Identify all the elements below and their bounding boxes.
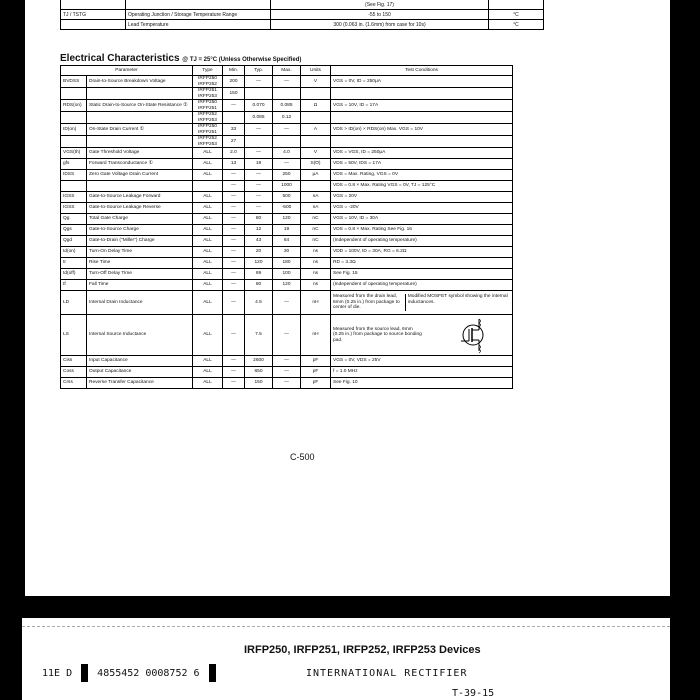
table-cell-unit: nA bbox=[301, 203, 331, 214]
company-name: INTERNATIONAL RECTIFIER bbox=[306, 668, 468, 679]
table-cell-sym: td(off) bbox=[61, 269, 87, 280]
table-cell-unit: μA bbox=[301, 170, 331, 181]
table-cell-typ: 650 bbox=[245, 367, 273, 378]
table-cell-type: ALL bbox=[193, 247, 223, 258]
mosfet-symbol-note: Modified MOSFET symbol showing the internal inductances. bbox=[405, 294, 510, 311]
table-row bbox=[61, 291, 513, 315]
table-cell-min: — bbox=[223, 236, 245, 247]
table-cell-type: ALL bbox=[193, 356, 223, 367]
table-cell-type: ALL bbox=[193, 236, 223, 247]
table-cell-cond: See Fig. 15 bbox=[331, 269, 513, 280]
table-cell-unit: nC bbox=[301, 236, 331, 247]
table-row bbox=[61, 124, 513, 136]
table-cell-min: — bbox=[223, 247, 245, 258]
table-cell-cond bbox=[331, 291, 513, 315]
table-cell-unit: ns bbox=[301, 258, 331, 269]
table-cell-unit: ns bbox=[301, 269, 331, 280]
table-cell-cond: See Fig. 10 bbox=[331, 378, 513, 389]
table-cell-typ: 120 bbox=[245, 258, 273, 269]
table-cell-min: 33 bbox=[223, 124, 245, 136]
table-cell-type: ALL bbox=[193, 378, 223, 389]
table-cell-param: Reverse Transfer Capacitance bbox=[87, 378, 193, 389]
table-cell-min: — bbox=[223, 214, 245, 225]
table-cell-min: — bbox=[223, 378, 245, 389]
table-cell-param: Gate-to-Drain ("Miller") Charge bbox=[87, 236, 193, 247]
table-cell-unit: nH bbox=[301, 315, 331, 356]
table-cell-sym bbox=[61, 112, 87, 124]
table-row bbox=[61, 192, 513, 203]
table-cell-typ: 12 bbox=[245, 225, 273, 236]
table-cell-min: — bbox=[223, 203, 245, 214]
dashed-divider bbox=[22, 626, 670, 627]
table-cell-unit: pF bbox=[301, 378, 331, 389]
table-cell-param bbox=[87, 136, 193, 148]
table-cell-max: — bbox=[273, 124, 301, 136]
table-cell-unit: A bbox=[301, 124, 331, 136]
table-cell-unit: nC bbox=[301, 214, 331, 225]
table-row bbox=[61, 148, 513, 159]
table-cell-cond: VDS = 0.8 × Max. Rating VGS = 0V, TJ = 125°C bbox=[331, 181, 513, 192]
table-cell-cond bbox=[331, 315, 513, 356]
table-row bbox=[61, 159, 513, 170]
table-cell-typ bbox=[245, 136, 273, 148]
table-cell-max: — bbox=[273, 315, 301, 356]
section-condition: @ TJ = 25°C (Unless Otherwise Specified) bbox=[182, 57, 302, 63]
table-cell-sym: Ciss bbox=[61, 356, 87, 367]
table-cell-param: Internal Drain Inductance bbox=[87, 291, 193, 315]
table-cell-sym: RDS(on) bbox=[61, 100, 87, 112]
table-cell-sym: ID(on) bbox=[61, 124, 87, 136]
table-cell-param: On-State Drain Current ① bbox=[87, 124, 193, 136]
page-number: C-500 bbox=[290, 452, 315, 462]
table-cell-cond bbox=[331, 112, 513, 124]
table-cell-max: 250 bbox=[273, 170, 301, 181]
table-cell-min: — bbox=[223, 100, 245, 112]
table-cell-param: Zero Gate Voltage Drain Current bbox=[87, 170, 193, 181]
table-cell-unit: ns bbox=[301, 280, 331, 291]
table-cell-cond: VGS = 10V, ID = 30A bbox=[331, 214, 513, 225]
table-cell-max: — bbox=[273, 378, 301, 389]
table-cell-param: Static Drain-to-Source On-State Resistance ① bbox=[87, 100, 193, 112]
table-cell-type bbox=[193, 181, 223, 192]
table-cell-unit bbox=[301, 112, 331, 124]
table-cell-typ: 7.5 bbox=[245, 315, 273, 356]
table-cell-max: 30 bbox=[273, 247, 301, 258]
table-cell-unit: V bbox=[301, 76, 331, 88]
table-cell-min: — bbox=[223, 225, 245, 236]
table-cell-type: ALL bbox=[193, 269, 223, 280]
table-cell-param bbox=[87, 181, 193, 192]
table-row: TJ / TSTG Operating Junction / Storage Temperature Range -55 to 150 °C bbox=[61, 10, 544, 20]
table-cell-type: IRFP250 IRFP252 bbox=[193, 76, 223, 88]
table-row bbox=[61, 76, 513, 88]
table-row bbox=[61, 225, 513, 236]
scan-edge-bar bbox=[22, 0, 25, 596]
table-cell-unit: V bbox=[301, 148, 331, 159]
table-cell-param: Turn-On Delay Time bbox=[87, 247, 193, 258]
table-cell-unit: nC bbox=[301, 225, 331, 236]
table-cell-max: 0.085 bbox=[273, 100, 301, 112]
table-row bbox=[61, 258, 513, 269]
source-inductance-note: Measured from the source lead, 6mm (0.25 in.) from package to source bonding pad. bbox=[333, 326, 422, 343]
table-row bbox=[61, 356, 513, 367]
table-cell-type: ALL bbox=[193, 203, 223, 214]
table-cell-param: Gate-to-Source Leakage Reverse bbox=[87, 203, 193, 214]
table-cell-max: 120 bbox=[273, 214, 301, 225]
table-cell-unit: pF bbox=[301, 367, 331, 378]
table-cell-param: Turn-Off Delay Time bbox=[87, 269, 193, 280]
table-cell-min: — bbox=[223, 356, 245, 367]
table-cell-cond: VDS = VGS, ID = 250μA bbox=[331, 148, 513, 159]
drain-inductance-note: Measured from the drain lead, 6mm (0.25 in.) from package to center of die. bbox=[333, 294, 400, 311]
table-row: Lead Temperature 300 (0.063 in. (1.6mm) from case for 10s) °C bbox=[61, 20, 544, 30]
table-cell-typ: 0.085 bbox=[245, 112, 273, 124]
table-cell-type: IRFP250 IRFP251 bbox=[193, 100, 223, 112]
table-cell-max bbox=[273, 88, 301, 100]
table-cell-min: — bbox=[223, 170, 245, 181]
absolute-max-table-fragment bbox=[60, 0, 544, 30]
table-cell-cond: VGS = 0V, ID = 250μA bbox=[331, 76, 513, 88]
table-cell-type: ALL bbox=[193, 148, 223, 159]
table-cell-min: — bbox=[223, 269, 245, 280]
table-cell-max: 100 bbox=[273, 269, 301, 280]
catalog-code: 11E D 4855452 0008752 6 bbox=[42, 664, 219, 682]
table-cell-unit: ns bbox=[301, 247, 331, 258]
table-row bbox=[61, 214, 513, 225]
table-cell-cond: (Independent of operating temperature) bbox=[331, 280, 513, 291]
table-cell-unit: S(Ʊ) bbox=[301, 159, 331, 170]
section-title: Electrical Characteristics @ TJ = 25°C (Unless Otherwise Specified) bbox=[60, 53, 302, 64]
table-cell-max: 180 bbox=[273, 258, 301, 269]
table-cell-min bbox=[223, 112, 245, 124]
table-cell-type: ALL bbox=[193, 192, 223, 203]
table-cell-typ: — bbox=[245, 170, 273, 181]
table-cell-sym: Qgs bbox=[61, 225, 87, 236]
table-cell-sym: tr bbox=[61, 258, 87, 269]
table-cell-cond: f = 1.0 MHz bbox=[331, 367, 513, 378]
table-cell-cond: VDS = 0.8 × Max. Rating See Fig. 16 bbox=[331, 225, 513, 236]
table-cell-type: IRFP252 IRFP253 bbox=[193, 112, 223, 124]
table-cell-param bbox=[87, 88, 193, 100]
table-cell-min: — bbox=[223, 192, 245, 203]
table-cell-param: Forward Transconductance ① bbox=[87, 159, 193, 170]
mosfet-symbol-icon bbox=[453, 315, 493, 355]
table-cell-sym: Qg bbox=[61, 214, 87, 225]
table-cell-type: ALL bbox=[193, 225, 223, 236]
table-cell-typ: — bbox=[245, 124, 273, 136]
table-cell-cond: VGS = 10V, ID = 17A bbox=[331, 100, 513, 112]
table-cell-typ bbox=[245, 88, 273, 100]
next-page-strip bbox=[22, 618, 670, 700]
table-row bbox=[61, 88, 513, 100]
table-cell-unit bbox=[301, 181, 331, 192]
table-cell-max: — bbox=[273, 291, 301, 315]
table-cell-cond: VGS = -20V bbox=[331, 203, 513, 214]
table-row bbox=[61, 378, 513, 389]
table-cell-typ: 150 bbox=[245, 378, 273, 389]
table-row bbox=[61, 280, 513, 291]
table-cell-min: — bbox=[223, 367, 245, 378]
table-cell-sym: BVDSS bbox=[61, 76, 87, 88]
table-cell-sym bbox=[61, 136, 87, 148]
table-row bbox=[61, 112, 513, 124]
table-cell-max: — bbox=[273, 356, 301, 367]
table-cell-max: 0.12 bbox=[273, 112, 301, 124]
table-cell-max bbox=[273, 136, 301, 148]
table-cell-sym: Crss bbox=[61, 378, 87, 389]
t-number: T-39-15 bbox=[452, 688, 495, 699]
table-cell-max: -500 bbox=[273, 203, 301, 214]
table-cell-max: 64 bbox=[273, 236, 301, 247]
table-cell-max: — bbox=[273, 367, 301, 378]
table-cell-max: 19 bbox=[273, 225, 301, 236]
table-row bbox=[61, 170, 513, 181]
table-cell-typ: 80 bbox=[245, 280, 273, 291]
table-cell-min: 200 bbox=[223, 76, 245, 88]
table-row bbox=[61, 367, 513, 378]
table-cell-unit: nA bbox=[301, 192, 331, 203]
table-cell-type: IRFP250 IRFP251 bbox=[193, 124, 223, 136]
table-cell-param: Drain-to-Source Breakdown Voltage bbox=[87, 76, 193, 88]
table-cell-sym: LD bbox=[61, 291, 87, 315]
table-cell-sym: tf bbox=[61, 280, 87, 291]
barcode-block bbox=[81, 664, 88, 682]
table-cell-typ: 2600 bbox=[245, 356, 273, 367]
table-cell-min: — bbox=[223, 280, 245, 291]
table-cell-param bbox=[87, 112, 193, 124]
table-cell-min: 150 bbox=[223, 88, 245, 100]
table-cell-sym bbox=[61, 88, 87, 100]
table-cell-param: Fall Time bbox=[87, 280, 193, 291]
table-body bbox=[61, 76, 513, 389]
table-cell-max: 500 bbox=[273, 192, 301, 203]
table-row bbox=[61, 247, 513, 258]
table-cell-min: 27 bbox=[223, 136, 245, 148]
table-cell-max: 1000 bbox=[273, 181, 301, 192]
table-cell-sym: gfs bbox=[61, 159, 87, 170]
table-cell-param: Input Capacitance bbox=[87, 356, 193, 367]
table-cell-cond: VGS = 0V, VDS = 25V bbox=[331, 356, 513, 367]
table-cell-min: — bbox=[223, 258, 245, 269]
table-cell-type: ALL bbox=[193, 170, 223, 181]
table-cell-param: Gate-to-Source Leakage Forward bbox=[87, 192, 193, 203]
devices-heading: IRFP250, IRFP251, IRFP252, IRFP253 Devices bbox=[244, 644, 481, 656]
table-cell-unit: Ω bbox=[301, 100, 331, 112]
table-cell-typ: 4.5 bbox=[245, 291, 273, 315]
table-cell-param: Internal Source Inductance bbox=[87, 315, 193, 356]
table-cell-param: Output Capacitance bbox=[87, 367, 193, 378]
table-cell-max: 120 bbox=[273, 280, 301, 291]
table-cell-cond: VDS = Max. Rating, VGS = 0V bbox=[331, 170, 513, 181]
table-cell-param: Total Gate Charge bbox=[87, 214, 193, 225]
table-cell-sym: IGSS bbox=[61, 192, 87, 203]
table-cell-type: IRFP252 IRFP253 bbox=[193, 136, 223, 148]
table-cell-max: 4.0 bbox=[273, 148, 301, 159]
table-cell-sym: Coss bbox=[61, 367, 87, 378]
table-row bbox=[61, 136, 513, 148]
table-cell-sym: LS bbox=[61, 315, 87, 356]
table-cell-cond: RD = 3.3Ω bbox=[331, 258, 513, 269]
table-cell-unit bbox=[301, 136, 331, 148]
table-cell-typ: 80 bbox=[245, 214, 273, 225]
table-cell-param: Rise Time bbox=[87, 258, 193, 269]
table-cell-cond: (Independent of operating temperature) bbox=[331, 236, 513, 247]
table-cell-typ: 0.070 bbox=[245, 100, 273, 112]
table-cell-type: ALL bbox=[193, 214, 223, 225]
table-cell-cond bbox=[331, 136, 513, 148]
table-row bbox=[61, 203, 513, 214]
table-cell-type: ALL bbox=[193, 159, 223, 170]
table-cell-min: 2.0 bbox=[223, 148, 245, 159]
table-cell-typ: — bbox=[245, 148, 273, 159]
table-header-row: Parameter Type Min. Typ. Max. Units Test Conditions bbox=[61, 66, 513, 76]
table-cell-type: ALL bbox=[193, 367, 223, 378]
barcode-block bbox=[209, 664, 216, 682]
table-cell-cond: VGS = 20V bbox=[331, 192, 513, 203]
table-row bbox=[61, 100, 513, 112]
datasheet-page bbox=[22, 0, 670, 596]
table-cell-typ: 69 bbox=[245, 269, 273, 280]
table-cell-type: ALL bbox=[193, 315, 223, 356]
table-cell-sym: td(on) bbox=[61, 247, 87, 258]
table-cell-param: Gate-to-Source Charge bbox=[87, 225, 193, 236]
table-row bbox=[61, 181, 513, 192]
table-cell-unit: nH bbox=[301, 291, 331, 315]
table-row bbox=[61, 269, 513, 280]
table-cell-typ: — bbox=[245, 192, 273, 203]
table-row: (See Fig. 17) bbox=[61, 0, 544, 10]
table-cell-sym: IDSS bbox=[61, 170, 87, 181]
electrical-characteristics-table bbox=[60, 65, 513, 389]
table-cell-min: — bbox=[223, 315, 245, 356]
table-cell-typ: 43 bbox=[245, 236, 273, 247]
table-cell-param: Gate Threshold Voltage bbox=[87, 148, 193, 159]
table-cell-max: — bbox=[273, 159, 301, 170]
table-cell-sym: Qgd bbox=[61, 236, 87, 247]
table-cell-cond bbox=[331, 88, 513, 100]
table-cell-typ: — bbox=[245, 181, 273, 192]
table-row bbox=[61, 236, 513, 247]
table-cell-max: — bbox=[273, 76, 301, 88]
table-cell-unit: pF bbox=[301, 356, 331, 367]
table-cell-typ: — bbox=[245, 203, 273, 214]
table-cell-min: — bbox=[223, 181, 245, 192]
table-cell-type: ALL bbox=[193, 291, 223, 315]
table-cell-cond: VDD = 100V, ID = 30A, RG = 6.2Ω bbox=[331, 247, 513, 258]
table-cell-typ: — bbox=[245, 76, 273, 88]
table-cell-typ: 20 bbox=[245, 247, 273, 258]
table-cell-type: ALL bbox=[193, 280, 223, 291]
table-row bbox=[61, 315, 513, 356]
table-cell-type: IRFP251 IRFP253 bbox=[193, 88, 223, 100]
table-cell-sym bbox=[61, 181, 87, 192]
table-cell-sym: VGS(th) bbox=[61, 148, 87, 159]
table-cell-min: 13 bbox=[223, 159, 245, 170]
table-cell-cond: VDS > ID(on) × RDS(on) Max. VGS = 10V bbox=[331, 124, 513, 136]
table-cell-cond: VDS = 50V, IDS = 17A bbox=[331, 159, 513, 170]
table-cell-typ: 19 bbox=[245, 159, 273, 170]
table-cell-min: — bbox=[223, 291, 245, 315]
table-cell-sym: IGSS bbox=[61, 203, 87, 214]
table-cell-type: ALL bbox=[193, 258, 223, 269]
table-cell-unit bbox=[301, 88, 331, 100]
